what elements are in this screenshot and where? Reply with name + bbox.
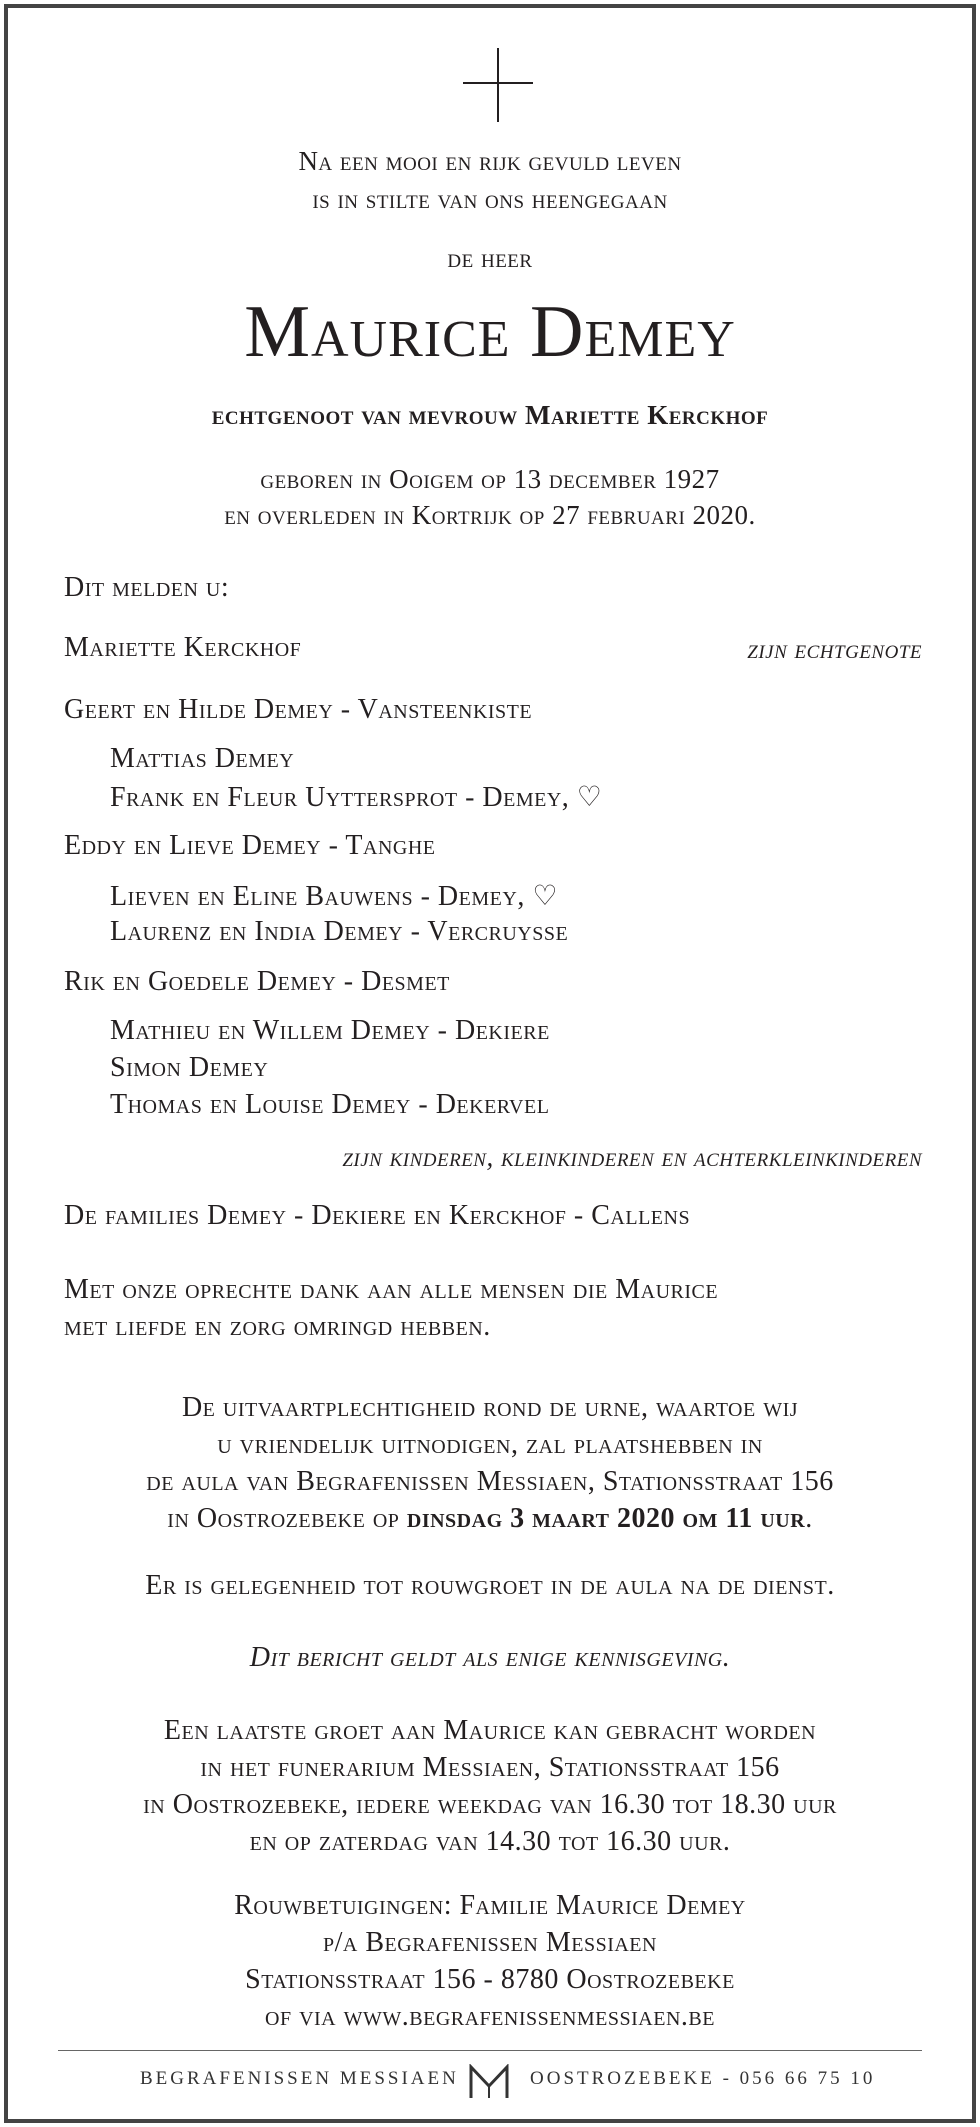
child-3: Rik en Goedele Demey - Desmet: [64, 966, 450, 997]
grandchild: Frank en Fleur Uyttersprot - Demey, ♡: [110, 782, 603, 813]
death-line: en overleden in Kortrijk op 27 februari 2020.: [224, 500, 756, 530]
thanks-line-1: Met onze oprechte dank aan alle mensen die Maurice: [64, 1274, 719, 1305]
child-2: Eddy en Lieve Demey - Tanghe: [64, 830, 436, 861]
grandchild: Mathieu en Willem Demey - Dekiere: [110, 1015, 550, 1046]
announcers-label: Dit melden u:: [64, 572, 230, 603]
birth-line: geboren in Ooigem op 13 december 1927: [260, 464, 720, 494]
ceremony-location: in Oostrozebeke op: [167, 1503, 407, 1534]
ceremony-line-4: in Oostrozebeke op dinsdag 3 maart 2020 om 11 uur.: [167, 1503, 813, 1534]
families-line: De families Demey - Dekiere en Kerckhof - Callens: [64, 1200, 691, 1231]
ceremony-line-1: De uitvaartplechtigheid rond de urne, waartoe wij: [181, 1392, 799, 1423]
visit-line-3: in Oostrozebeke, iedere weekdag van 16.30 tot 18.30 uur: [143, 1789, 837, 1820]
family-role: zijn kinderen, kleinkinderen en achterkleinkinderen: [342, 1142, 922, 1172]
footer-contact: OOSTROZEBEKE - 056 66 75 10: [530, 2068, 876, 2089]
spouse-role: zijn echtgenote: [747, 634, 922, 664]
condolence-line: Er is gelegenheid tot rouwgroet in de aula na de dienst.: [145, 1570, 835, 1601]
visit-line-2: in het funerarium Messiaen, Stationsstraat 156: [200, 1752, 780, 1783]
grandchild: Laurenz en India Demey - Vercruysse: [110, 916, 569, 947]
spouse-line: echtgenoot van mevrouw Mariette Kerckhof: [211, 400, 769, 430]
child-1: Geert en Hilde Demey - Vansteenkiste: [64, 694, 533, 725]
deceased-name: Maurice Demey: [244, 291, 736, 373]
visit-line-4: en op zaterdag van 14.30 tot 16.30 uur.: [249, 1826, 731, 1857]
visit-line-1: Een laatste groet aan Maurice kan gebracht worden: [163, 1715, 817, 1746]
title-prefix: de heer: [447, 243, 533, 273]
intro-line-2: is in stilte van ons heengegaan: [312, 184, 668, 214]
obituary-frame: [4, 4, 976, 2123]
ceremony-line-2: u vriendelijk uitnodigen, zal plaatshebben in: [217, 1429, 763, 1460]
thanks-line-2: met liefde en zorg omringd hebben.: [64, 1311, 491, 1342]
address-line-1: Rouwbetuigingen: Familie Maurice Demey: [234, 1890, 746, 1921]
footer-divider: [58, 2050, 922, 2051]
address-line-2: p/a Begrafenissen Messiaen: [323, 1927, 657, 1958]
ceremony-line-3: de aula van Begrafenissen Messiaen, Stationsstraat 156: [146, 1466, 834, 1497]
notice-line: Dit bericht geldt als enige kennisgeving.: [249, 1642, 731, 1673]
address-line-4: of via www.begrafenissenmessiaen.be: [265, 2001, 715, 2032]
grandchild: Thomas en Louise Demey - Dekervel: [110, 1089, 550, 1120]
grandchild: Lieven en Eline Bauwens - Demey, ♡: [110, 881, 558, 912]
intro-line-1: Na een mooi en rijk gevuld leven: [298, 146, 682, 176]
cross-icon: [463, 48, 533, 122]
grandchild: Simon Demey: [110, 1052, 269, 1083]
spouse-name: Mariette Kerckhof: [64, 632, 302, 663]
ceremony-date: dinsdag 3 maart 2020 om 11 uur: [406, 1503, 806, 1534]
footer-company: BEGRAFENISSEN MESSIAEN: [140, 2068, 459, 2089]
grandchild: Mattias Demey: [110, 743, 295, 774]
address-line-3: Stationsstraat 156 - 8780 Oostrozebeke: [245, 1964, 735, 1995]
messiaen-logo-icon: [468, 2064, 510, 2100]
